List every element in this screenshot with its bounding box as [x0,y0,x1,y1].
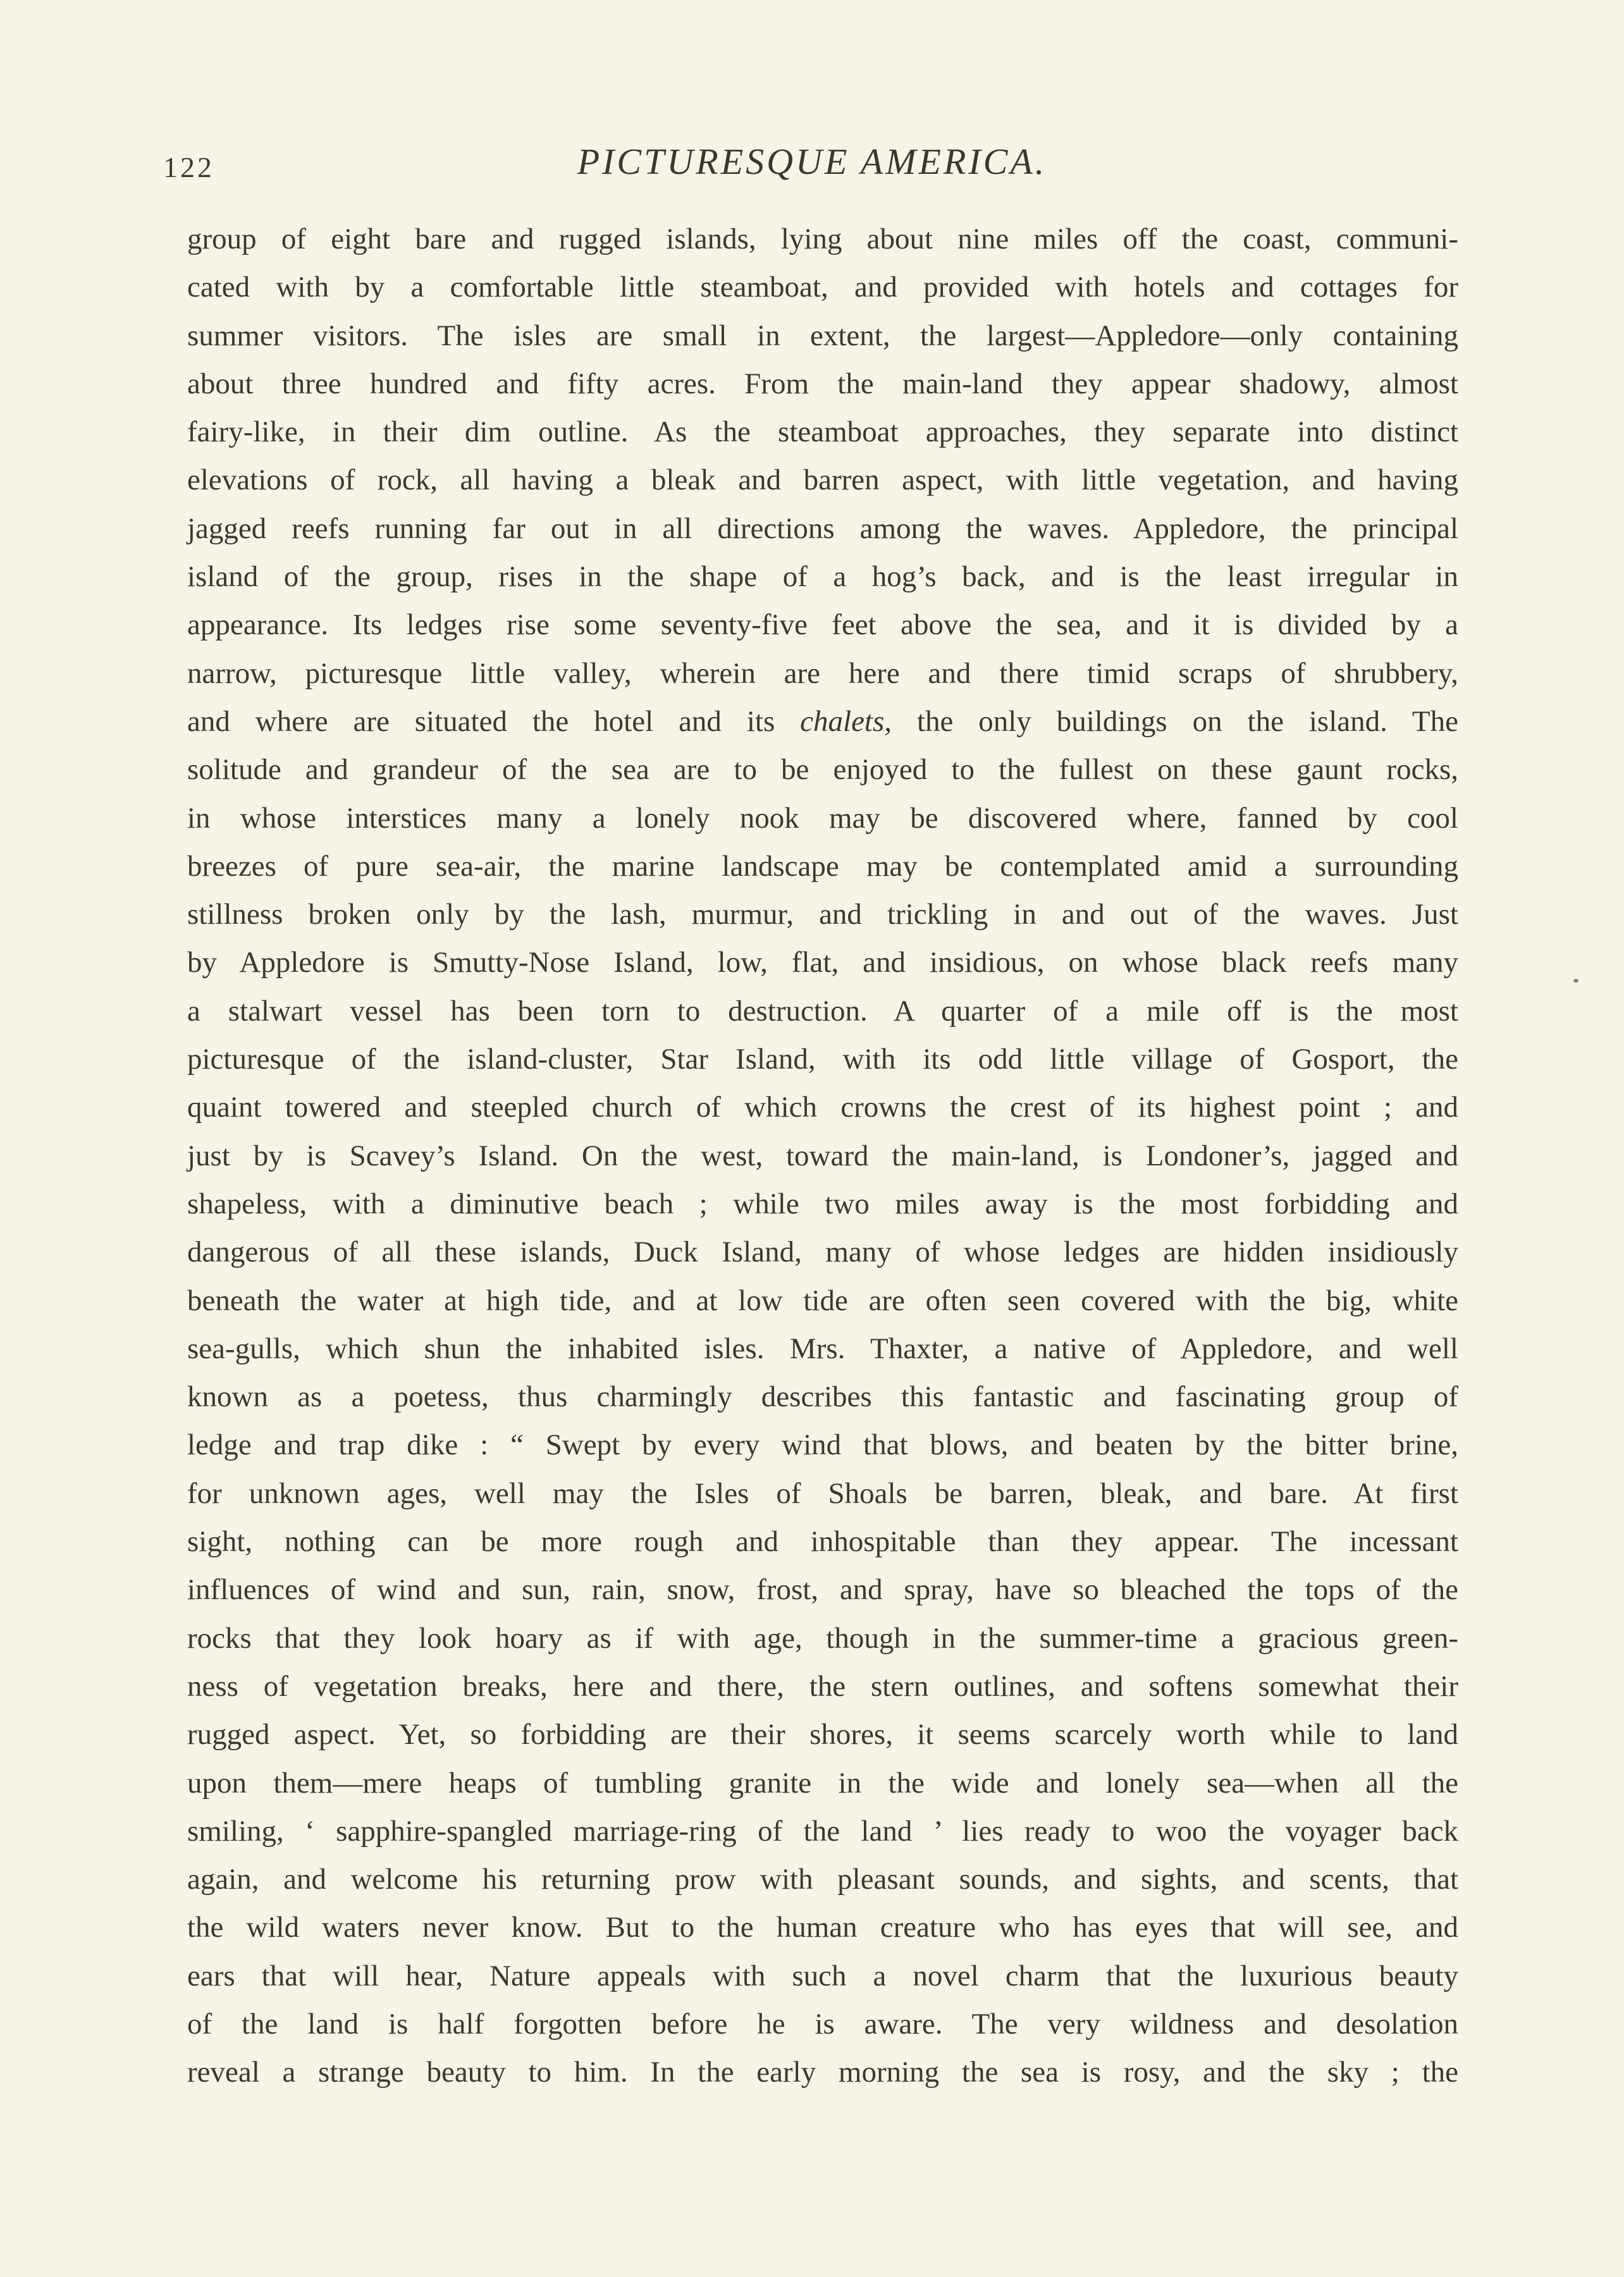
text-line [187,697,1458,746]
text-line: appearance. Its ledges rise some seventy-five feet above the sea, and it is divided by a [187,608,1458,642]
text-line: by Appledore is Smutty-Nose Island, low, flat, and insidious, on whose black reefs many [187,946,1458,979]
text-line: influences of wind and sun, rain, snow, frost, and spray, have so bleached the tops of the [187,1573,1458,1607]
text-line: the wild waters never know. But to the human creature who has eyes that will see, and [187,1911,1458,1944]
paper-speck [1573,979,1578,983]
text-line: elevations of rock, all having a bleak and barren aspect, with little vegetation, and having [187,463,1458,497]
text-line: ledge and trap dike : “ Swept by every wind that blows, and beaten by the bitter brine, [187,1428,1458,1462]
text-line: stillness broken only by the lash, murmur, and trickling in and out of the waves. Just [187,898,1458,931]
text-line: breezes of pure sea-air, the marine landscape may be contemplated amid a surrounding [187,849,1458,883]
text-segment: and where are situated the hotel and its [187,704,801,738]
text-line: shapeless, with a diminutive beach ; while two miles away is the most forbidding and [187,1187,1458,1220]
page-number: 122 [163,151,214,183]
text-segment: the only buildings on the island. The [892,704,1458,738]
body-text [187,215,1458,2097]
italic-word: chalets, [800,704,892,738]
text-line: sea-gulls, which shun the inhabited isles. Mrs. Thaxter, a native of Appledore, and well [187,1332,1458,1365]
text-line: again, and welcome his returning prow with pleasant sounds, and sights, and scents, that [187,1863,1458,1896]
text-line: solitude and grandeur of the sea are to be enjoyed to the fullest on these gaunt rocks, [187,753,1458,787]
text-line: group of eight bare and rugged islands, lying about nine miles off the coast, communi- [187,223,1458,255]
text-line: narrow, picturesque little valley, wherein are here and there timid scraps of shrubbery, [187,656,1458,690]
text-line: a stalwart vessel has been torn to destruction. A quarter of a mile off is the most [187,994,1458,1028]
text-line: summer visitors. The isles are small in extent, the largest—Appledore—only containing [187,319,1458,352]
text-line: dangerous of all these islands, Duck Island, many of whose ledges are hidden insidiously [187,1236,1458,1269]
text-line: of the land is half forgotten before he is aware. The very wildness and desolation [187,2007,1458,2041]
text-line: just by is Scavey’s Island. On the west, toward the main-land, is Londoner’s, jagged and [187,1139,1458,1172]
text-line: about three hundred and fifty acres. From the main-land they appear shadowy, almost [187,367,1458,400]
text-line: rugged aspect. Yet, so forbidding are their shores, it seems scarcely worth while to land [187,1718,1458,1752]
text-line: jagged reefs running far out in all directions among the waves. Appledore, the principal [187,512,1458,545]
text-line: rocks that they look hoary as if with age, though in the summer-time a gracious green- [187,1621,1458,1655]
running-title: PICTURESQUE AMERICA. [577,141,1047,182]
text-line: reveal a strange beauty to him. In the early morning the sea is rosy, and the sky ; the [187,2056,1458,2089]
text-line: cated with by a comfortable little steamboat, and provided with hotels and cottages for [187,271,1458,304]
text-line: fairy-like, in their dim outline. As the steamboat approaches, they separate into distinct [187,415,1458,449]
text-line: sight, nothing can be more rough and inhospitable than they appear. The incessant [187,1525,1458,1559]
text-line: island of the group, rises in the shape of a hog’s back, and is the least irregular in [187,560,1458,594]
text-line: known as a poetess, thus charmingly describes this fantastic and fascinating group of [187,1380,1458,1414]
text-line: beneath the water at high tide, and at low tide are often seen covered with the big, white [187,1284,1458,1317]
text-line: smiling, ‘ sapphire-spangled marriage-ring of the land ’ lies ready to woo the voyager back [187,1814,1458,1848]
text-line: quaint towered and steepled church of which crowns the crest of its highest point ; and [187,1091,1458,1124]
text-line: for unknown ages, well may the Isles of Shoals be barren, bleak, and bare. At first [187,1476,1458,1510]
text-line: ears that will hear, Nature appeals with such a novel charm that the luxurious beauty [187,1959,1458,1992]
text-line: in whose interstices many a lonely nook may be discovered where, fanned by cool [187,801,1458,835]
text-line: upon them—mere heaps of tumbling granite in the wide and lonely sea—when all the [187,1766,1458,1800]
text-line: picturesque of the island-cluster, Star Island, with its odd little village of Gosport, the [187,1043,1458,1076]
text-line: ness of vegetation breaks, here and there, the stern outlines, and softens somewhat their [187,1669,1458,1703]
